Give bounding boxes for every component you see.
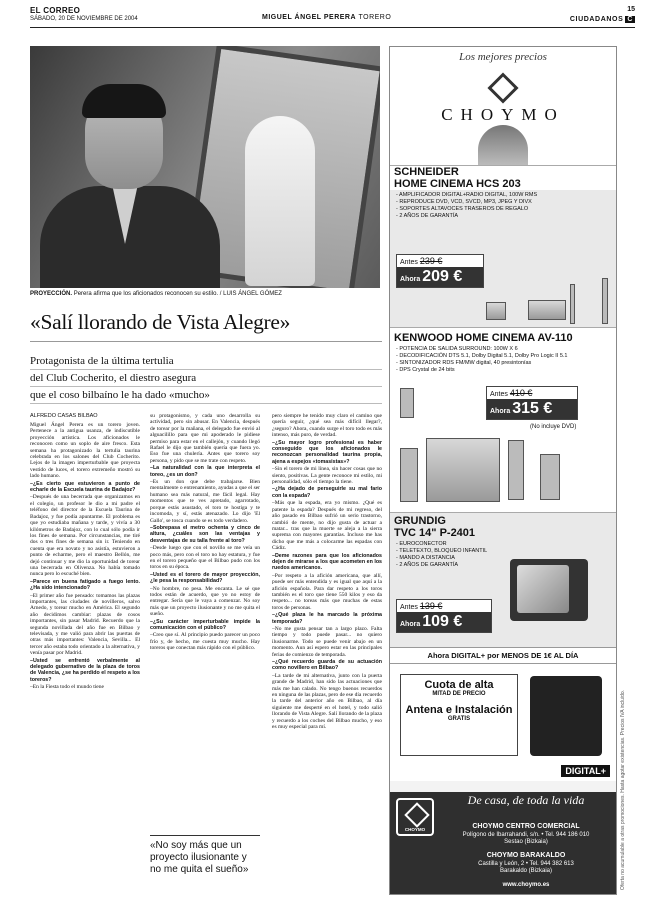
paragraph: –Es un don que debe trabajarse. Bien mentalmente o entrenamiento, ayudas a que el ser humano sea más natural, me fácil legal. Hay momentos que te ves apretado, agarrotado, porque estás asustado, el toro te hostiga y te incomoda, y sí, estás atenazado. Lo dijo 'El Gallo', se tosca cuando se es todo verdadero.	[150, 479, 260, 524]
digital-plus-offer	[390, 663, 616, 781]
paragraph: –No me gusta pensar tan a largo plazo. Falta tiempo y todo puede pasar... no quiero ilusionarme. Todo se puede venir abajo en un momento. Aun así espero estar en las principales ferias de comienzo de temporada.	[272, 626, 382, 658]
article-deck	[30, 353, 382, 404]
paragraph: –Después de una becerrada que organizamos en el colegio, un profesor le dio a mi padre el teléfono del director de la Escuela Taurina de Badajoz, y fue podía apuntarme. El problema es que yo estudiaba mañana y tarde, y vivía a 30 kilómetros de Badajoz, con lo cual sólo podía ir los fines de semana. Por circunstancias, me tiré dos o tres fines de semana sin ir. Teniendo en cuenta que era novato y no asistía, estuvieron a punto de echarme, pero el maestro Bellón, me dejó continuar y me dio la oportunidad de torear una becerrada en Olivenza. No había tomado nunca pero lo escuché bien.	[30, 494, 140, 578]
speaker-illustration	[570, 284, 575, 324]
product-brand: GRUNDIG	[394, 515, 446, 527]
interview-question: –¿Qué recuerdo guarda de su actuación como novillero en Bilbao?	[272, 659, 382, 672]
interview-question: –¿Es cierto que estuvieron a punto de echarle de la Escuela taurina de Badajoz?	[30, 480, 140, 494]
speaker-illustration	[400, 388, 414, 418]
deck-line-2: del Club Cocherito, el diestro asegura	[30, 370, 382, 387]
product-schneider	[390, 165, 616, 327]
store-slogan: De casa, de toda la vida	[467, 793, 585, 807]
product-model: HOME CINEMA HCS 203	[390, 178, 616, 190]
product-features: - POTENCIA DE SALIDA SURROUND: 100W X 6 - DECODIFICACIÓN DTS 5.1, Dolby Digital 5.1, Dolby Pro Logic II 5.1 - SINTONIZADOR RDS FM/MW digital, 40 presintonías - DPS Crystal de 24 bits	[396, 346, 568, 373]
ad-tagline: Los mejores precios	[459, 51, 547, 63]
interview-question: –¿Qué plaza le ha marcado la próxima temporada?	[272, 612, 382, 625]
ad-model-photo	[478, 125, 528, 165]
product-features: - AMPLIFICADOR DIGITAL+RADIO DIGITAL, 100W RMS - REPRODUCE DVD, VCD, SVCD, MP3, JPEG Y DIVX - SOPORTES ALTAVOCES TRASEROS DE REGALO - 2 AÑOS DE GARANTÍA	[396, 192, 538, 219]
byline-city: BILBAO	[77, 413, 98, 419]
offer-box: Cuota de alta MITAD DE PRECIO Antena e Instalación GRATIS	[400, 674, 518, 756]
deck-line-1: Protagonista de la última tertulia	[30, 353, 382, 370]
ad-brand-header	[390, 47, 616, 165]
price-tag: Antes 139 € Ahora 109 €	[396, 599, 492, 633]
photo-bride-figure	[245, 116, 315, 286]
interview-question: –La naturalidad con la que interpreta el toreo, ¿es un don?	[150, 465, 260, 478]
masthead	[30, 6, 635, 28]
photo-torero	[40, 66, 220, 288]
paragraph: Miguel Ángel Perera es un torero joven. Pertenece a la antigua usanza, de indiscutible proyección artística. Los aficionados le reconocen como un soplo de aire fresco. Esta semana ha protagonizado la tertulia taurina celebrada en los salones del Club Cocherito. Lejos de la imagen imperturbable que proyecta vestido de luces, el torero extremeño mostró su lado humano.	[30, 422, 140, 480]
subwoofer-illustration	[486, 302, 506, 320]
deck-line-3: que el coso bilbaíno le ha dado «mucho»	[30, 387, 382, 404]
paragraph: –No hombre, no pesa. Me encanta. Le sé que todos están de acuerdo, que yo no estoy de entregar. Sería que le vaya a comenzar. No soy más que un proyecto ilusionante y no me quita el sueño.	[150, 585, 260, 618]
product-brand: SCHNEIDER	[390, 166, 616, 178]
store-name: CHOYMO CENTRO COMERCIAL	[472, 823, 580, 830]
paragraph: –El primer año fue pensado: tomamos las plazas importantes, las ciudades de novilleros, salvo Arnedo, y torear mucho en América. El segundo año decidimos cambiar: plazas de cosos importantes, sin pasar Madrid. Recuerdo que la segunda novillada del año fue en Bilbao y televisada, y me valió para abrir las puertas de otras más importantes: Valencia, Sevilla... El tercer año estaba todo orientado a la alternativa, y venía pasar por Madrid.	[30, 592, 140, 657]
interview-question: –¿Su carácter imperturbable impide la comunicación con el público?	[150, 618, 260, 631]
digital-plus-banner: Ahora DIGITAL+ por MENOS DE 1€ AL DÍA	[390, 647, 616, 663]
article-photo	[30, 46, 380, 288]
store-website: www.choymo.es	[502, 882, 550, 888]
store-info	[390, 792, 616, 894]
choymo-badge-icon: CHOYMO	[396, 798, 434, 836]
byline-name: ALFREDO CASAS	[30, 413, 77, 419]
article-column-1	[30, 413, 140, 893]
product-model: KENWOOD HOME CINEMA AV-110	[394, 332, 573, 344]
interview-question: –¿Su mayor logro profesional es haber conseguido que los aficionados le reconozcan personalidad taurina propia, ajena a espejos «tomasistas»?	[272, 439, 382, 465]
interview-question: –Usted se enfrentó verbalmente al delegado gubernativo de la plaza de toros de Valencia, ¿se ha perdido el respeto a los toreros?	[30, 657, 140, 683]
paragraph: –La tarde de mi alternativa, junto con la puerta grande de Madrid, han sido las actuaciones que más me han calado. No tengo buenos recuerdos en ninguna de las plazas, pero de ese día recuerdo la tarde del anterior año en Bilbao, al día siguiente me desperté en el hotel, y todo salió llorando de Vista Alegre. Salí llorando de la plaza y recuerdo a los coches del Bilbao mucho, y eso es muy especial para mí.	[272, 672, 382, 731]
article-headline: «Salí llorando de Vista Alegre»	[30, 310, 382, 342]
choymo-logo-icon	[487, 72, 518, 103]
store-address: Castilla y León, 2 • Tel. 944 382 613 Barakaldo (Bizkaia)	[478, 861, 574, 874]
paragraph: –Creo que sí. Al principio puedo parecer un poco frío y, de hecho, me cuesta muy mucho. Hay toreros que conectan más rápido con el público.	[150, 632, 260, 652]
byline	[30, 413, 140, 419]
ad-small-print: Oferta no acumulable a otras promociones. Hasta agotar existencias. Precios IVA incluido.	[620, 689, 626, 890]
choymo-advertisement	[389, 46, 617, 895]
store-name: CHOYMO BARAKALDO	[486, 852, 566, 859]
paragraph: –Más que la espada, era yo mismo. ¿Qué es patente la espada? Después de mi regreso, del año pasado en Bilbao sufrió un serio trastorno, cambió de mente, no dijo gusta de actuar a matar... tras que la muerte se aleja a la sierra suprema con mayores garantías. Incluso me has dicho que me más a colocarme las espadas con Cádiz.	[272, 500, 382, 552]
caption-text: Perera afirma que los aficionados reconocen su estilo.	[73, 291, 219, 297]
price-tag: Antes 239 € Ahora 209 €	[396, 254, 484, 288]
tv-illustration	[510, 559, 588, 621]
digital-plus-decoder-illustration	[530, 676, 602, 756]
issue-date: SÁBADO, 20 DE NOVIEMBRE DE 2004	[30, 16, 138, 22]
product-model: TVC 14" P-2401	[394, 527, 476, 539]
speaker-illustration	[602, 278, 608, 324]
newspaper-name: EL CORREO	[30, 6, 81, 15]
article-column-2	[150, 413, 260, 893]
paragraph: –Sin el torero de mi línea, sin hacer cosas que no siento, positivas. La gente reconoce mi estilo, mi personalidad, sólo el tiempo la tiene.	[272, 466, 382, 486]
article-column-3	[272, 413, 382, 893]
product-grundig	[390, 512, 616, 647]
pull-quote: «No soy más que un proyecto ilusionante y no me quita el sueño»	[150, 835, 260, 893]
page-number: 15	[627, 6, 635, 13]
interview-question: –Sobrepasa el metro ochenta y cinco de altura, ¿cuáles son las ventajas y desventajas de su talla frente al toro?	[150, 524, 260, 544]
paragraph: –Por respeto a la afición americana, que allí, puede ser más entendida y es igual que aquí a la afición española. Para dar respeto a los toros también es el toro que tiene 550 kilos y eso da respeto... no toreas más que muchas de estas toros de personas.	[272, 572, 382, 611]
interview-question: –Parece en buena fatigado a fuego lento. ¿Ha sido intencionado?	[30, 578, 140, 592]
product-note: (No incluye DVD)	[530, 424, 577, 430]
interview-question: –Usted es el torero de mayor proyección, ¿le pesa la responsabilidad?	[150, 571, 260, 585]
paragraph: –Desde luego que con el novillo se me veía un poco más, pero con el toro no hay estatura, y fue en el torero pequeño que el Bilbao pudo con los toros en su época.	[150, 545, 260, 571]
product-features: - EUROCONECTOR - TELETEXTO, BLOQUEO INFANTIL - MANDO A DISTANCIA - 2 AÑOS DE GARANTÍA	[396, 541, 488, 568]
price-tag: Antes 410 € Ahora 315 €	[486, 386, 578, 420]
brand-wordmark: CHOYMO	[441, 105, 565, 124]
caption-credit: / LUIS ÁNGEL GÓMEZ	[219, 291, 282, 297]
hifi-illustration	[528, 300, 566, 320]
photo-caption	[30, 291, 380, 297]
section-label: CIUDADANOS C	[569, 16, 633, 23]
speaker-illustration	[508, 440, 524, 500]
interview-question: –Deme razones para que los aficionados dejen de mirarse a los que acometen en los ruedos americanos.	[272, 552, 382, 572]
paragraph: pero siempre he tenido muy claro el camino que quería seguir, ¿qué sea más difícil llegar?, ¿seguro? Ahora, cuando surge el toro todo es más intenso, más puro, de verdad.	[272, 413, 382, 439]
speaker-illustration	[400, 448, 418, 502]
interview-question: –¿Ha dejado de perseguirle su mal fario con la espada?	[272, 486, 382, 499]
hifi-illustration	[426, 438, 500, 502]
paragraph: –En la Fiesta todo el mundo tiene	[30, 684, 104, 691]
person-role: TORERO	[358, 14, 392, 21]
product-kenwood	[390, 327, 616, 512]
caption-lead: PROYECCIÓN.	[30, 291, 73, 297]
paragraph: su protagonismo, y cada uno desarrolla su actividad, pero sin abusar. En Valencia, después de torear por la mañana, el delegado fue envió al alguacilillo para que mi apoderado le pidiese permiso para estar en el callejón, y cuando llegó Rafael le dijo que también quería que fuera yo. Eso fue una chulería. Antes que torero soy persona, y pido que se me trate con respeto.	[150, 413, 260, 464]
section-letter: C	[627, 16, 633, 23]
digital-plus-logo: DIGITAL+	[561, 765, 610, 777]
store-address: Polígono de Ibarrahandi, s/n. • Tel. 944 186 010 Sestao (Bizkaia)	[462, 832, 590, 845]
speaker-illustration	[540, 454, 560, 500]
section-person: MIGUEL ÁNGEL PERERA TORERO	[262, 14, 392, 21]
